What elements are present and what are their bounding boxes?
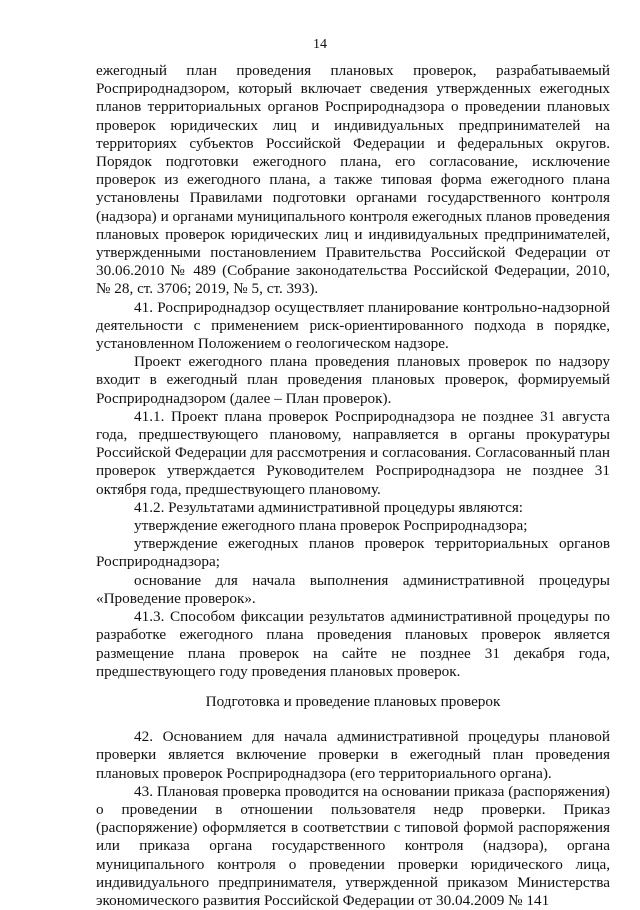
paragraph-41: 41. Росприроднадзор осуществляет планирование контрольно-надзорной деятельности с применением риск-ориентированного подхода в порядке, установленном Положением о геологическом надзоре. <box>96 298 610 353</box>
paragraph-41-3: 41.3. Способом фиксации результатов административной процедуры по разработке ежегодного плана проведения плановых проверок является размещение плана проверок на сайте не позднее 31 декабря года, предшествующего году проведения плановых проверок. <box>96 608 610 680</box>
list-item-approval-plan: утверждение ежегодного плана проверок Росприроднадзора; <box>134 517 528 535</box>
list-item-approval-territorial: утверждение ежегодных планов проверок территориальных органов Росприроднадзора; <box>96 535 610 571</box>
paragraph-42: 42. Основанием для начала административной процедуры плановой проверки является включение проверки в ежегодный план проведения плановых проверок Росприроднадзора (его территориального органа). <box>96 728 610 782</box>
paragraph-43: 43. Плановая проверка проводится на основании приказа (распоряжения) о проведении в отношении пользователя недр проверки. Приказ (распоряжение) оформляется в соответствии с типовой формой распоряжения или приказа органа государственного контроля (надзора), органа муниципального контроля о проведении проверки юридического лица, индивидуального предпринимателя, утвержденной приказом Министерства экономического развития Российской Федерации от 30.04.2009 № 141 <box>96 782 610 909</box>
paragraph-annual-plan: ежегодный план проведения плановых проверок, разрабатываемый Росприроднадзором, который включает сведения утвержденных ежегодных планов территориальных органов Росприроднадзора о проведении плановых проверок юридических лиц и индивидуальных предпринимателей на территориях субъектов Российской Федерации и федеральных округов. Порядок подготовки ежегодного плана, его согласование, исключение проверок из ежегодного плана, а также типовая форма ежегодного плана установлены Правилами подготовки органами государственного контроля (надзора) и органами муниципального контроля ежегодных планов проведения плановых проверок юридических лиц и индивидуальных предпринимателей, утвержденными постановлением Правительства Российской Федерации от 30.06.2010 № 489 (Собрание законодательства Российской Федерации, 2010, № 28, ст. 3706; 2019, № 5, ст. 393). <box>96 62 610 298</box>
section-heading: Подготовка и проведение плановых проверок <box>205 692 501 710</box>
paragraph-draft-plan: Проект ежегодного плана проведения плановых проверок по надзору входит в ежегодный план проведения плановых проверок, формируемый Росприроднадзором (далее – План проверок). <box>96 353 610 407</box>
paragraph-41-2: 41.2. Результатами административной процедуры являются: <box>134 498 524 516</box>
paragraph-41-1: 41.1. Проект плана проверок Росприроднадзора не позднее 31 августа года, предшествующего плановому, направляется в органы прокуратуры Российской Федерации для рассмотрения и согласования. Согласованный план проверок утверждается Руководителем Росприроднадзора не позднее 31 октября года, предшествующего плановому. <box>96 407 610 498</box>
list-item-basis: основание для начала выполнения административной процедуры «Проведение проверок». <box>96 571 610 607</box>
document-body <box>96 62 610 910</box>
page-number: 14 <box>313 37 327 52</box>
